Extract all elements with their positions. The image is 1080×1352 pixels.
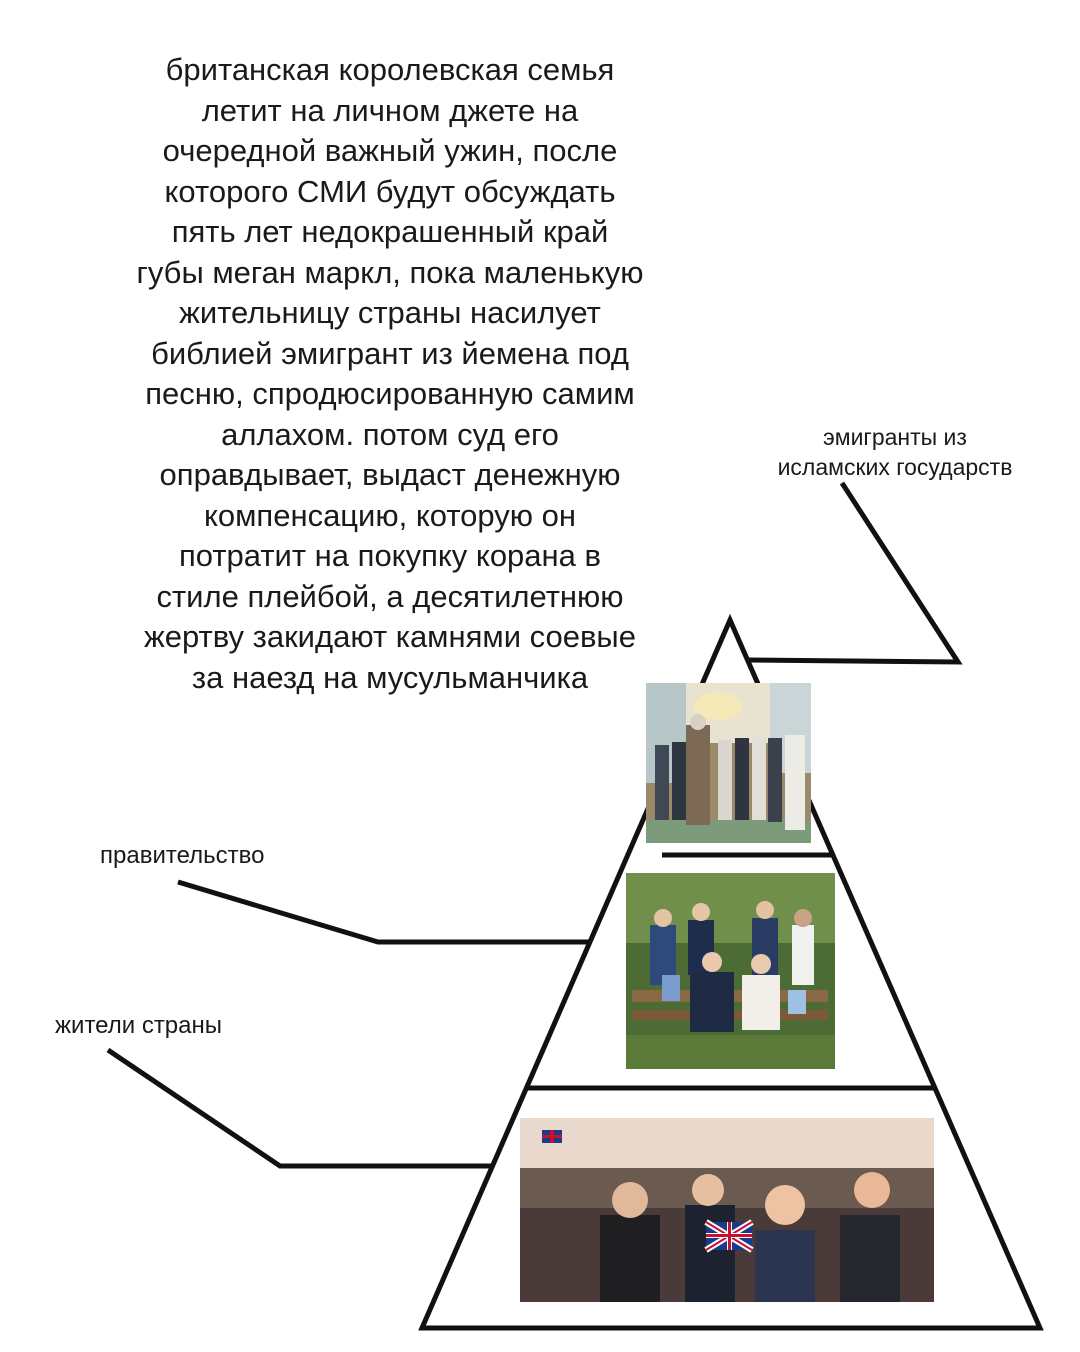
caption-line: аллахом. потом суд его — [221, 416, 559, 452]
caption-line: британская королевская семья — [165, 52, 615, 87]
caption-line: очередной важный ужин, после — [162, 133, 618, 168]
label-emigrants-line: исламских государств — [777, 454, 1013, 480]
label-emigrants — [750, 422, 1040, 482]
pointer-line-citizens — [108, 1050, 492, 1166]
royal-family-photo — [626, 873, 835, 1069]
caption-line: оправдывает, выдаст денежную — [159, 457, 621, 492]
cheering-crowd-photo — [520, 1118, 934, 1302]
label-citizens: жители страны — [55, 1012, 223, 1039]
caption-line: губы меган маркл, пока маленькую — [136, 254, 644, 290]
caption-line: которого СМИ будут обсуждать — [164, 173, 616, 209]
caption-line: песню, спродюсированную самим — [145, 376, 635, 411]
label-government: правительство — [100, 842, 265, 869]
caption-line: летит на личном джете на — [201, 92, 579, 128]
caption-line: компенсацию, которую он — [203, 497, 577, 533]
caption-line: потратит на покупку корана в — [179, 538, 601, 573]
pointer-line-emigrants — [748, 483, 958, 662]
pointer-line-government — [178, 882, 590, 942]
caption-line: жертву закидают камнями соевые — [144, 619, 636, 654]
label-emigrants-line: эмигранты из — [823, 424, 967, 450]
caption-line: библией эмигрант из йемена под — [151, 335, 629, 371]
caption-line: за наезд на мусульманчика — [191, 659, 589, 695]
caption-line: жительницу страны насилует — [179, 295, 601, 330]
caption-line: пять лет недокрашенный край — [171, 214, 609, 249]
mosque-prayer-photo — [646, 683, 811, 843]
caption-line: стиле плейбой, а десятилетнюю — [156, 578, 624, 614]
